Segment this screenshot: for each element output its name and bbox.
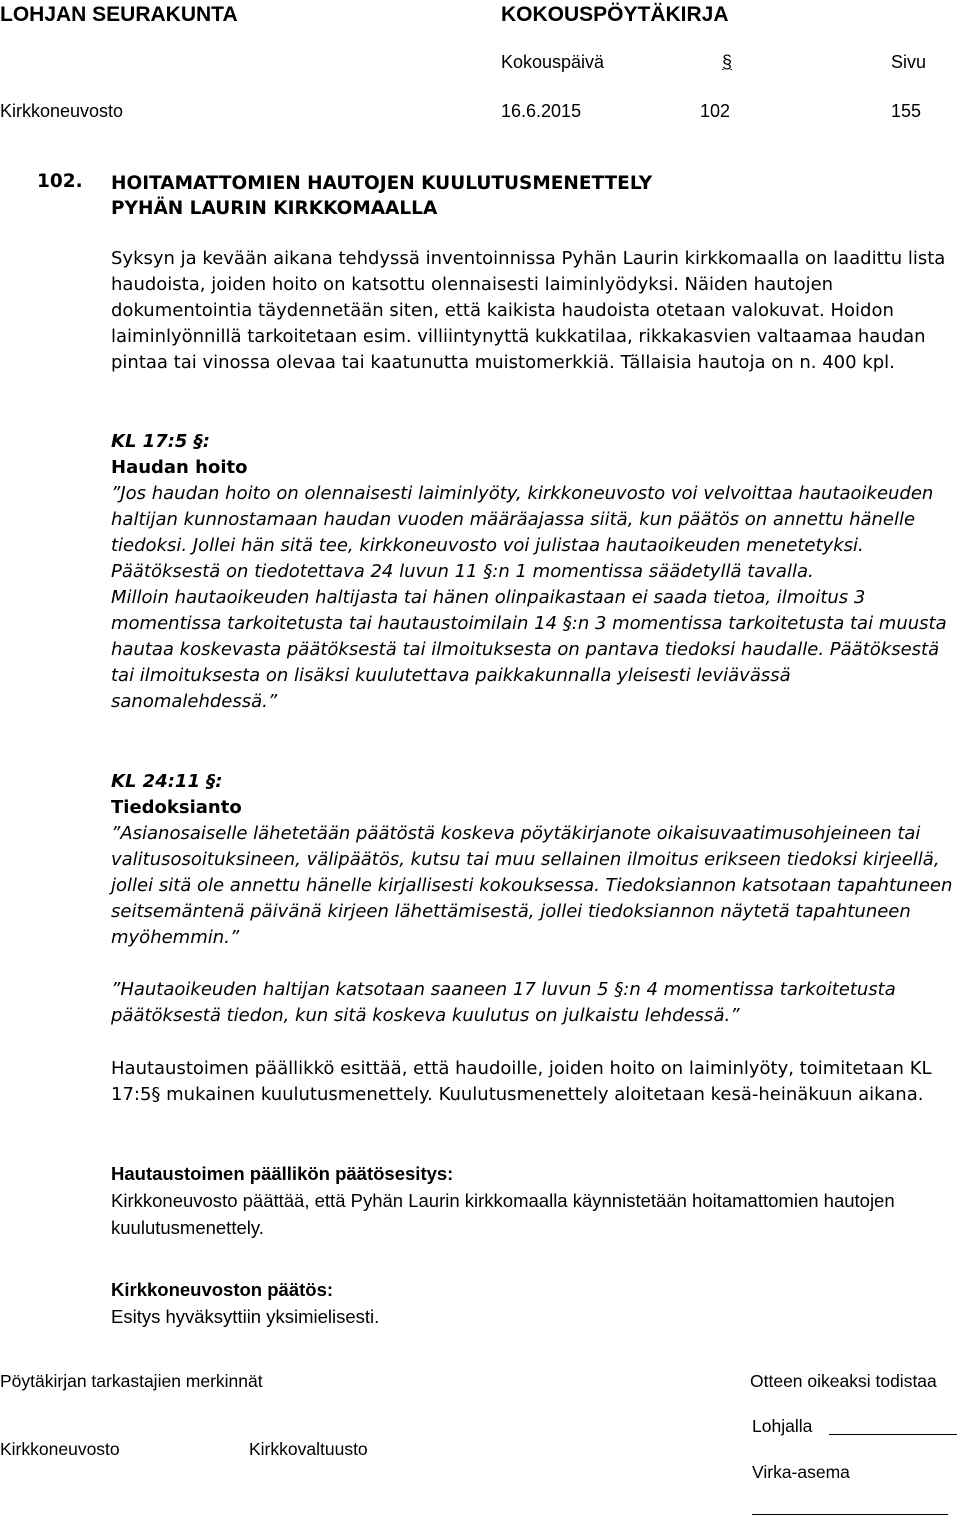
meeting-body: Kirkkoneuvosto [0,101,124,121]
law-17-5-title: Haudan hoito [111,457,248,478]
footer-body2: Kirkkovaltuusto [249,1439,368,1459]
intro-paragraph [111,246,957,376]
proposal-text: Kirkkoneuvosto päättää, että Pyhän Laurin kirkkomaalla käynnistetään hoitamattomien hautojen kuulutusmenettely. [111,1190,895,1238]
law-24-11-text1: ”Asianosaiselle lähetetään päätöstä koskeva pöytäkirjanote oikaisuvaatimusohjeineen tai valitusosoituksineen, välipäätös, kutsu tai muu sellainen ilmoitus erikseen tiedoksi kirjeellä, jollei sitä ole annettu hänelle kirjallisesti kokouksessa. Tiedoksiannon katsotaan tapahtuneen seitsemäntenä päivänä kirjeen lähettämisestä, jollei tiedoksiannon näytetä tapahtuneen myöhemmin.” [111,823,953,948]
section-number: 102 [700,101,731,121]
presentation-text: Hautaustoimen päällikkö esittää, että haudoille, joiden hoito on laiminlyöty, toimitetaan KL 17:5§ mukainen kuulutusmenettely. Kuulutusmenettely aloitetaan kesä-heinäkuun aikana. [111,1058,932,1105]
decision-heading: Kirkkoneuvoston päätös: [111,1279,334,1300]
presentation-paragraph [111,1056,957,1108]
law-17-5-text2: Milloin hautaoikeuden haltijasta tai hänen olinpaikastaan ei saada tietoa, ilmoitus 3 momentissa tarkoitetusta tai hautaustoimilain 14 §:n 3 momentissa tarkoitetusta tai muusta hautaa koskevasta päätöksestä tai ilmoituksesta on pantava tiedoksi haudalle. Päätöksestä tai ilmoituksesta on lisäksi kuulutettava paikkakunnalla yleisesti leviävässä sanomalehdessä.” [111,587,947,712]
section-mark: § [722,52,733,72]
place-label: Lohjalla [752,1416,813,1436]
item-title-line2: PYHÄN LAURIN KIRKKOMAALLA [111,198,438,219]
meeting-date: 16.6.2015 [501,101,582,121]
document-type: KOKOUSPÖYTÄKIRJA [501,3,729,26]
law-24-11-text2: ”Hautaoikeuden haltijan katsotaan saaneen 17 luvun 5 §:n 4 momentissa tarkoitetusta päätöksestä tiedon, kun sitä koskeva kuulutus on julkaistu lehdessä.” [111,979,896,1026]
organization-name: LOHJAN SEURAKUNTA [0,3,238,26]
item-title-line1: HOITAMATTOMIEN HAUTOJEN KUULUTUSMENETTELY [111,173,653,194]
footer-body1: Kirkkoneuvosto [0,1439,120,1459]
law-24-11-block [111,769,957,1029]
date-label: Kokouspäivä [501,52,605,72]
signature-line [752,1514,948,1515]
position-label: Virka-asema [752,1462,850,1482]
item-title [111,171,652,221]
law-17-5-ref: KL 17:5 §: [111,431,210,452]
page-label: Sivu [891,52,927,72]
proposal-heading: Hautaustoimen päällikön päätösesitys: [111,1163,454,1184]
certified-label: Otteen oikeaksi todistaa [750,1371,937,1391]
law-24-11-title: Tiedoksianto [111,797,242,818]
decision-text: Esitys hyväksyttiin yksimielisesti. [111,1306,380,1327]
decision-block [111,1276,957,1330]
page-number: 155 [891,101,922,121]
verifiers-label: Pöytäkirjan tarkastajien merkinnät [0,1371,263,1391]
place-signature-line [829,1434,957,1435]
proposal-block [111,1160,957,1241]
item-number: 102. [37,171,83,192]
intro-text: Syksyn ja kevään aikana tehdyssä inventoinnissa Pyhän Laurin kirkkomaalla on laadittu lista haudoista, joiden hoito on katsottu olennaisesti laiminlyödyksi. Näiden hautojen dokumentointia täydennetään siten, että kaikista haudoista otetaan valokuvat. Hoidon laiminlyönnillä tarkoitetaan esim. villiintynyttä kukkatilaa, rikkakasvien valtaamaa haudan pintaa tai vinossa olevaa tai kaatunutta muistomerkkiä. Tällaisia hautoja on n. 400 kpl. [111,248,946,373]
law-17-5-block [111,429,957,715]
law-24-11-ref: KL 24:11 §: [111,771,223,792]
law-17-5-text1: ”Jos haudan hoito on olennaisesti laiminlyöty, kirkkoneuvosto voi velvoittaa hautaoikeuden haltijan kunnostamaan haudan vuoden määräajassa siitä, kun päätös on annettu hänelle tiedoksi. Jollei hän sitä tee, kirkkoneuvosto voi julistaa hautaoikeuden menetetyksi. Päätöksestä on tiedotettava 24 luvun 11 §:n 1 momentissa säädetyllä tavalla. [111,483,934,582]
